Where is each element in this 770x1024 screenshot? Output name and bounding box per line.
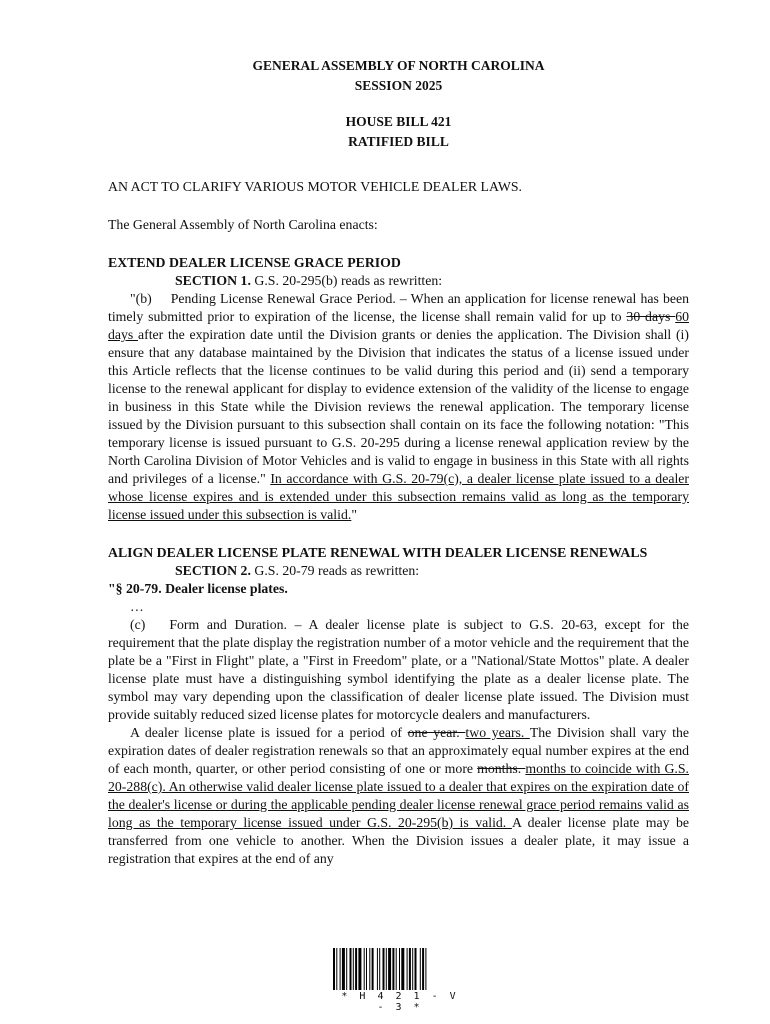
section1-heading: EXTEND DEALER LICENSE GRACE PERIOD (108, 255, 401, 270)
subsection-c (108, 616, 689, 724)
duration-paragraph (108, 724, 689, 868)
section1-label: SECTION 1. (175, 273, 251, 288)
inserted-plate-validity: In accordance with G.S. 20-79(c), a dealer license plate issued to a dealer whose license expires and is extended under this subsection remains valid as long as the temporary license issued under this subsection is valid. (108, 471, 689, 522)
inserted-two-years: two years. (465, 725, 530, 740)
duration-text-3: A dealer license plate may be transferred from one vehicle to another. When the Division issues a dealer plate, it may issue a registration that expires at the end of any (108, 815, 689, 866)
subsection-c-text: Form and Duration. – A dealer license plate is subject to G.S. 20-63, except for the requirement that the plate display the registration number of a motor vehicle and the requirement that the plate be a "First in Flight" plate, a "First in Freedom" plate, or a "National/State Mottos" plate. A dealer license plate must have a distinguishing symbol identifying the plate as a dealer license plate. The symbol may vary depending upon the classification of dealer license plate issued. The Division must provide suitably reduced sized license plates for motorcycle dealers and manufacturers. (108, 617, 689, 722)
section1-body (108, 290, 689, 524)
section2-intro (108, 562, 689, 580)
section1-intro (108, 272, 689, 290)
section1-text-1: Pending License Renewal Grace Period. – When an application for license renewal has been timely submitted prior to expiration of the license, the license shall remain valid for up to (108, 291, 689, 324)
duration-text-1: A dealer license plate is issued for a period of (130, 725, 408, 740)
assembly-heading: GENERAL ASSEMBLY OF NORTH CAROLINA (252, 58, 545, 73)
enacting-clause: The General Assembly of North Carolina enacts: (108, 217, 378, 232)
subsection-b-label: "(b) (130, 291, 152, 306)
section2-label: SECTION 2. (175, 563, 251, 578)
deleted-30-days: 30 days (626, 309, 676, 324)
ellipsis-text: … (130, 599, 144, 614)
section2-intro-text: G.S. 20-79 reads as rewritten: (250, 563, 420, 578)
section1-text-2: after the expiration date until the Division grants or denies the application. The Division shall (i) ensure that any database maintained by the Division that indicates the status of a license issued under this Article reflects that the license continues to be valid during this period and (ii) send a temporary license to the renewal applicant for display to evidence extension of the validity of the license to engage in business in this State while the Division reviews the renewal application. The temporary license issued by the Division pursuant to this subsection shall contain on its face the following notation: "This temporary license is issued pursuant to G.S. 20-295 during a license renewal application review by the North Carolina Division of Motor Vehicles and is valid to engage in business in this State with all rights and privileges of a license." (108, 327, 689, 486)
section1-intro-text: G.S. 20-295(b) reads as rewritten: (250, 273, 443, 288)
barcode-text: * H 4 2 1 - V - 3 * (341, 991, 459, 1013)
bill-page (108, 56, 689, 868)
duration-text-2: The Division shall vary the expiration dates of dealer registration renewals so that an approximately equal number expires at the end of each month, quarter, or other period consisting of one or more (108, 725, 690, 776)
subsection-c-label: (c) (130, 617, 146, 632)
section1-close-quote: " (351, 507, 357, 522)
deleted-one-year: one year. (407, 725, 466, 740)
ellipsis (108, 598, 689, 616)
act-title: AN ACT TO CLARIFY VARIOUS MOTOR VEHICLE DEALER LAWS. (108, 179, 522, 194)
deleted-months: months. (477, 761, 526, 776)
section2-heading: ALIGN DEALER LICENSE PLATE RENEWAL WITH DEALER LICENSE RENEWALS (108, 545, 648, 560)
inserted-60-days: 60 days (108, 309, 689, 342)
barcode (333, 948, 467, 990)
bill-status: RATIFIED BILL (348, 134, 449, 149)
bill-number: HOUSE BILL 421 (345, 114, 452, 129)
inserted-months-coincide: months to coincide with G.S. 20-288(c). An otherwise valid dealer license plate issued to a dealer that expires on the expiration date of the dealer's license or during the applicable pending dealer license renewal grace period remains valid as long as the temporary license issued under G.S. 20-295(b) is valid. (108, 761, 689, 830)
statute-heading: "§ 20-79. Dealer license plates. (108, 581, 288, 596)
session-heading: SESSION 2025 (354, 78, 443, 93)
